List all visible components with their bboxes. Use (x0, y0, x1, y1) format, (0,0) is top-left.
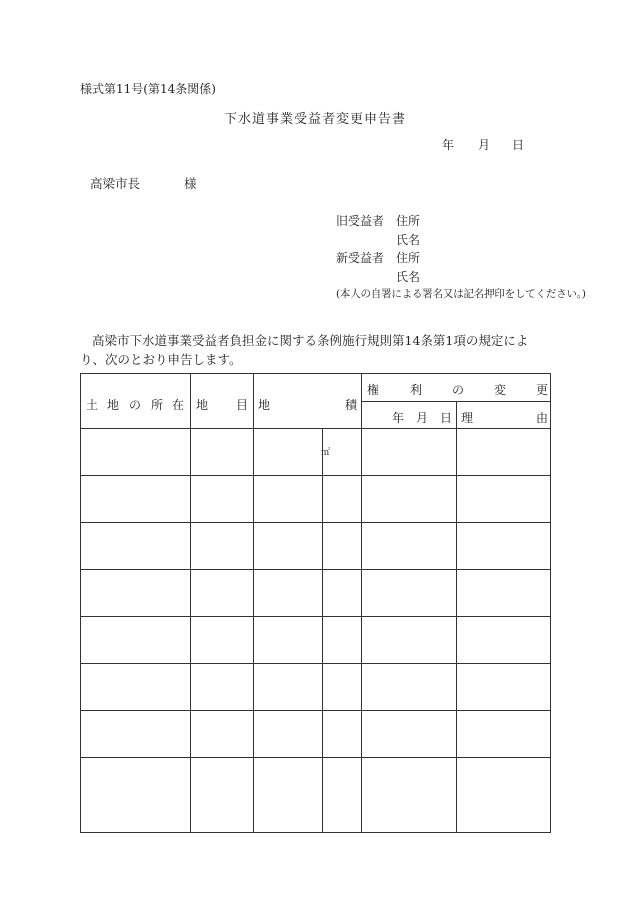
signature-note: (本人の自署による署名又は記名押印をしてください。) (336, 288, 586, 300)
new-address-label: 住所 (396, 251, 421, 265)
new-beneficiary-label: 新受益者 (336, 251, 385, 265)
date-month-label: 月 (478, 138, 491, 152)
form-number: 様式第11号(第14条関係) (80, 82, 216, 96)
date-day-label: 日 (512, 138, 525, 152)
addressee-honorific: 様 (184, 176, 197, 191)
former-name-label: 氏名 (396, 233, 421, 247)
former-address-label: 住所 (396, 214, 421, 228)
area-unit-label: ㎡ (321, 448, 331, 458)
new-name-label: 氏名 (396, 270, 421, 284)
former-beneficiary-label: 旧受益者 (336, 214, 385, 228)
date-year-label: 年 (442, 138, 455, 152)
page-title: 下水道事業受益者変更申告書 (223, 112, 406, 127)
addressee-name: 高梁市長 (90, 176, 141, 191)
body-text: 高梁市下水道事業受益者負担金に関する条例施行規則第14条第1項の規定により、次のとおり申告します。 (80, 333, 529, 367)
